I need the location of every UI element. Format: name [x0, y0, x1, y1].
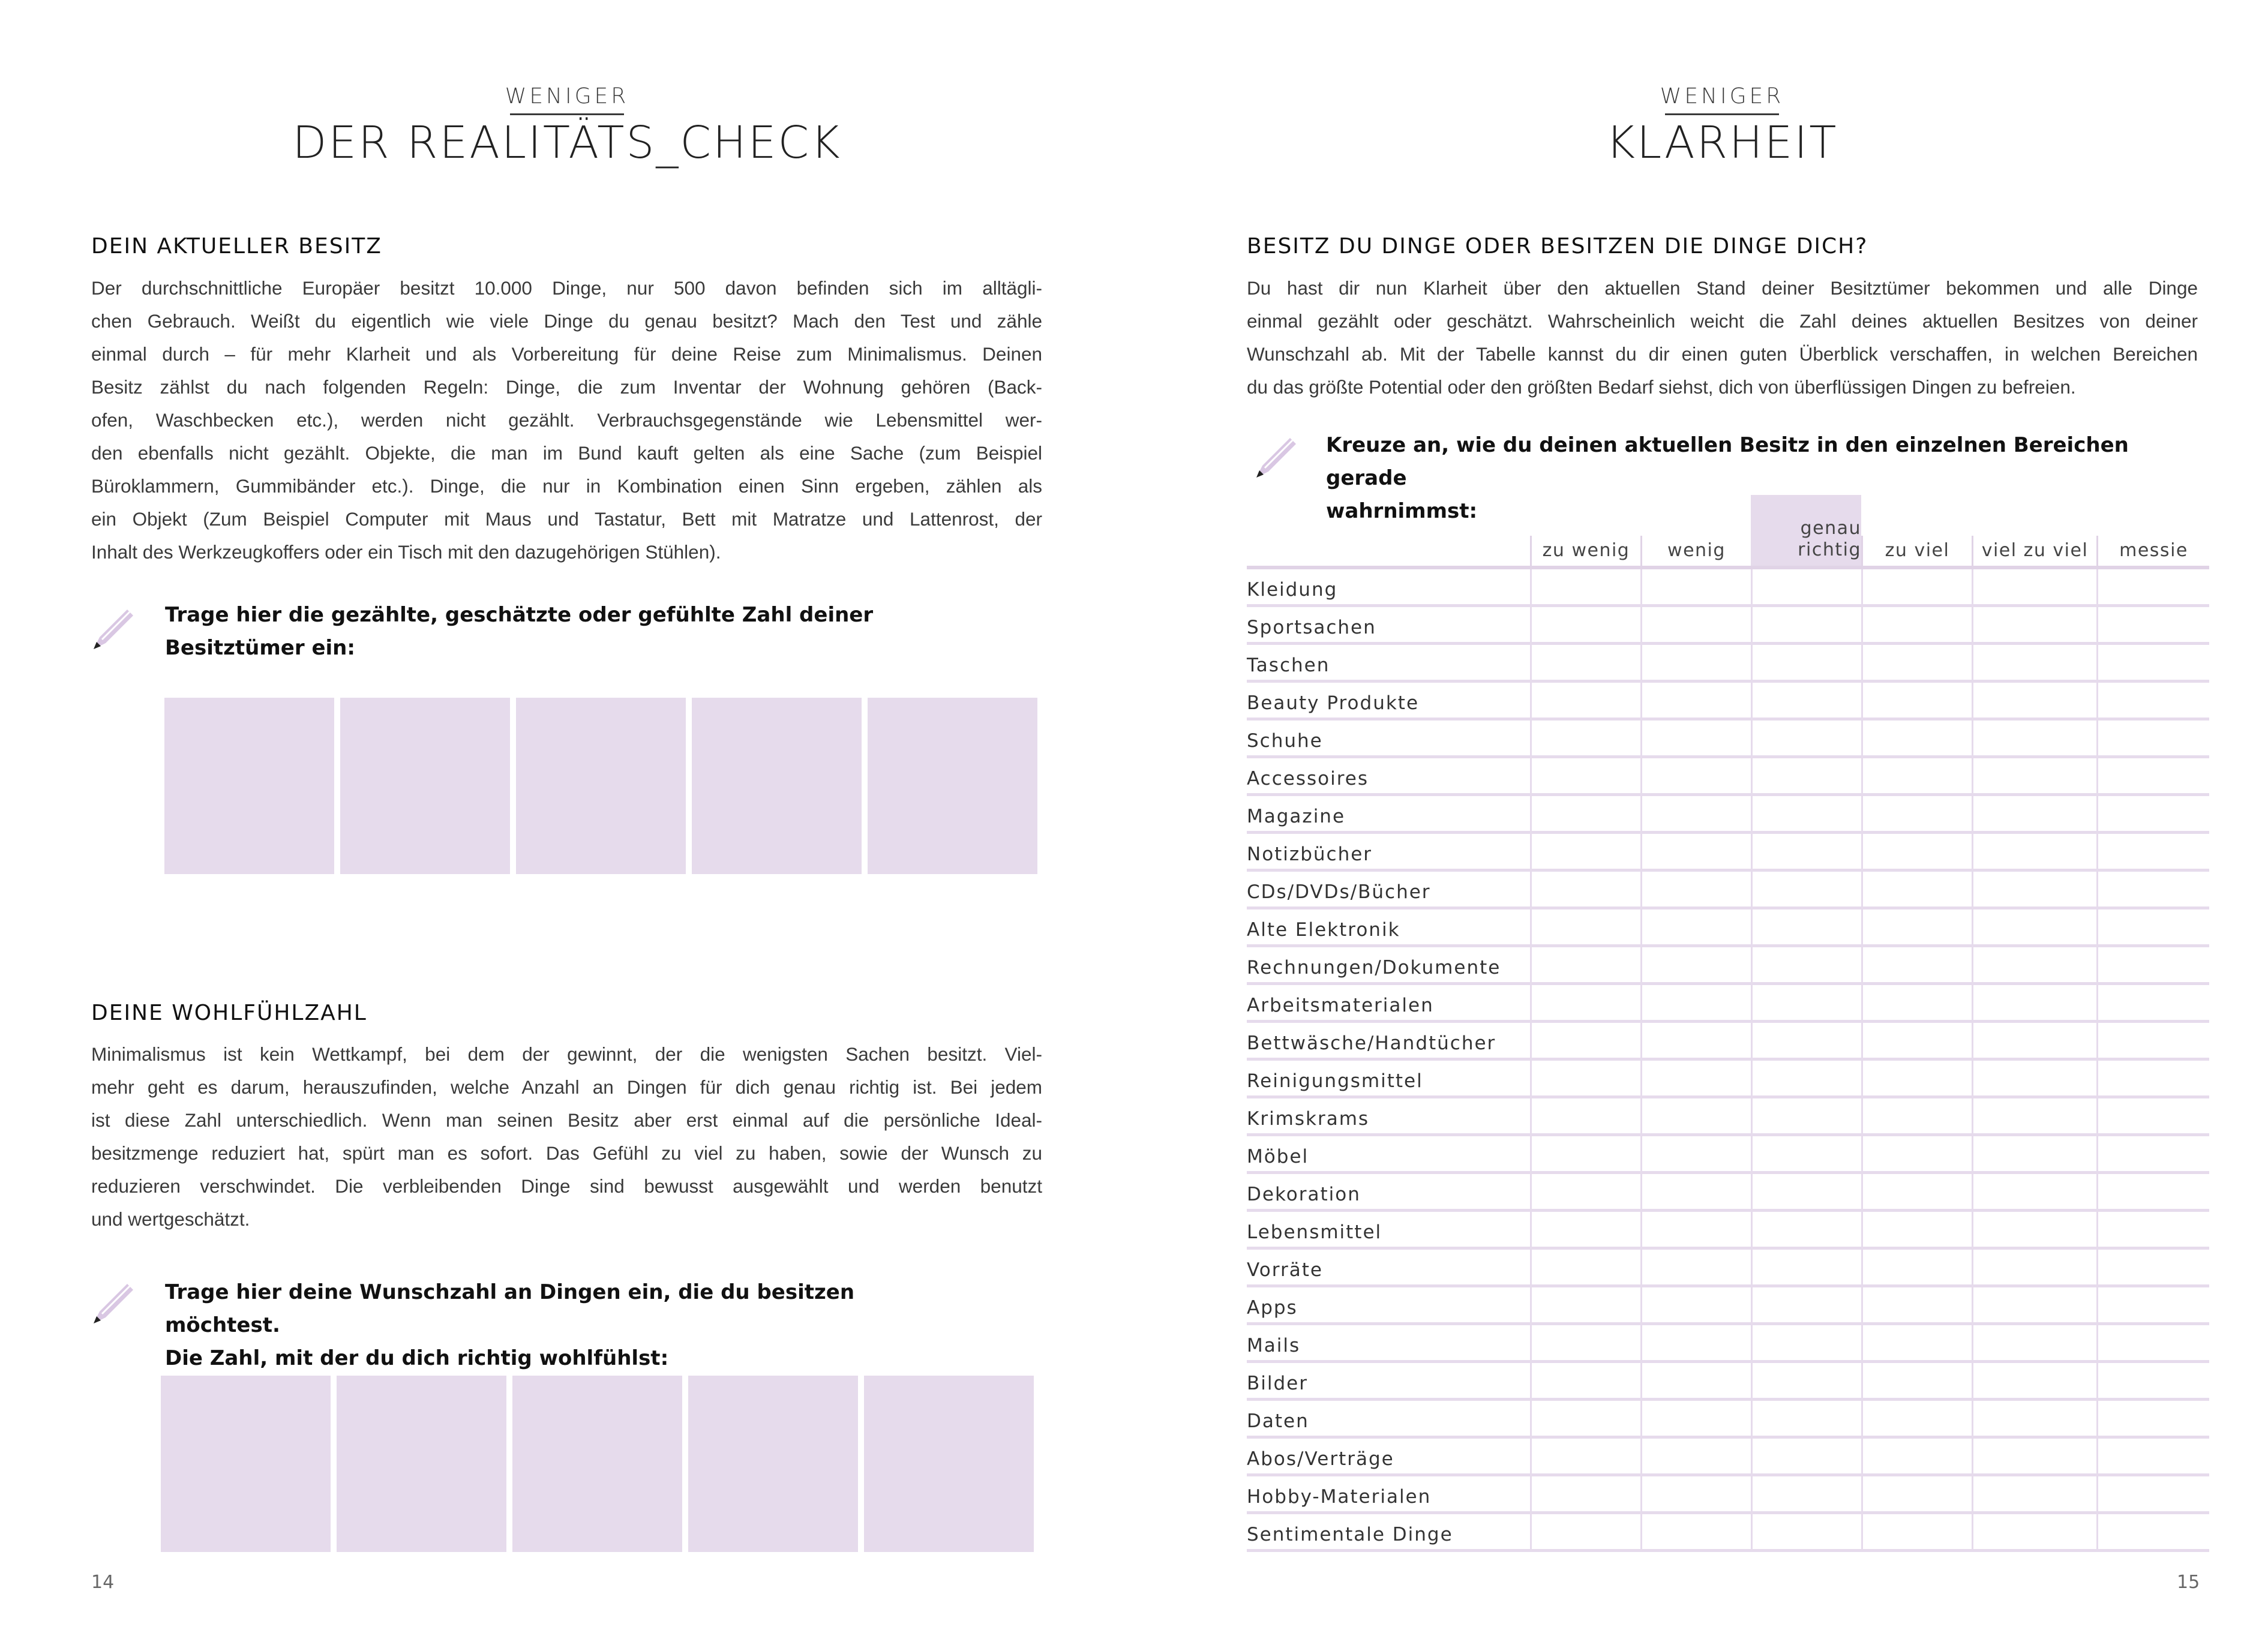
number-box-row-current: [164, 698, 1037, 874]
checkbox-cell[interactable]: [1530, 1061, 1642, 1098]
checkbox-cell[interactable]: [1530, 872, 1642, 909]
checkbox-cell[interactable]: [1640, 1325, 1753, 1363]
paragraph-wohlfuehlzahl: [91, 1038, 1042, 1236]
checkbox-cell[interactable]: [1640, 607, 1753, 645]
row-label: Rechnungen/Dokumente: [1247, 957, 1501, 978]
checkbox-cell[interactable]: [1640, 1250, 1753, 1287]
checkbox-cell[interactable]: [1751, 1174, 1863, 1212]
checkbox-cell[interactable]: [1972, 834, 2098, 872]
checkbox-cell[interactable]: [1861, 947, 1973, 985]
row-label: Mails: [1247, 1335, 1301, 1356]
checkbox-cell[interactable]: [1751, 1401, 1863, 1439]
checkbox-cell[interactable]: [2096, 872, 2211, 909]
checkbox-cell[interactable]: [1530, 721, 1642, 758]
paragraph-line: besitzmenge reduziert hat, spürt man es sofort. Das Gefühl zu viel zu haben, sowie der Wunsch zu: [91, 1142, 1042, 1164]
checkbox-cell[interactable]: [1751, 834, 1863, 872]
checkbox-cell[interactable]: [1751, 985, 1863, 1023]
checkbox-cell[interactable]: [1640, 1212, 1753, 1250]
checkbox-cell[interactable]: [1530, 1325, 1642, 1363]
checkbox-cell[interactable]: [1972, 985, 2098, 1023]
checkbox-cell[interactable]: [1861, 1476, 1973, 1514]
checkbox-cell[interactable]: [1751, 758, 1863, 796]
checkbox-cell[interactable]: [1972, 1363, 2098, 1401]
table-row: [1247, 1439, 2209, 1476]
checkbox-cell[interactable]: [1530, 683, 1642, 721]
checkbox-cell[interactable]: [1530, 758, 1642, 796]
checkbox-cell[interactable]: [1861, 721, 1973, 758]
checkbox-cell[interactable]: [1861, 1061, 1973, 1098]
checkbox-cell[interactable]: [2096, 796, 2211, 834]
paragraph-line: Besitz zählst du nach folgenden Regeln: Dinge, die zum Inventar der Wohnung gehören (Back-: [91, 376, 1042, 398]
checkbox-cell[interactable]: [1530, 985, 1642, 1023]
number-box[interactable]: [692, 698, 862, 874]
checkbox-cell[interactable]: [1972, 569, 2098, 607]
checkbox-cell[interactable]: [1751, 645, 1863, 683]
checkbox-cell[interactable]: [1530, 909, 1642, 947]
row-label: Schuhe: [1247, 730, 1323, 752]
paragraph-line: Der durchschnittliche Europäer besitzt 10.000 Dinge, nur 500 davon befinden sich im alltägli-: [91, 277, 1042, 299]
table-row: [1247, 758, 2209, 796]
checkbox-cell[interactable]: [1972, 683, 2098, 721]
table-row: [1247, 1287, 2209, 1325]
instruction-wunschzahl: Trage hier deine Wunschzahl an Dingen ein, die du besitzen möchtest. Die Zahl, mit der du dich richtig wohlfühlst:: [165, 1280, 855, 1370]
checkbox-cell[interactable]: [1751, 1098, 1863, 1136]
checkbox-cell[interactable]: [1530, 1023, 1642, 1061]
table-row: [1247, 796, 2209, 834]
checkbox-cell[interactable]: [1530, 1136, 1642, 1174]
checkbox-cell[interactable]: [1640, 947, 1753, 985]
checkbox-cell[interactable]: [1751, 1287, 1863, 1325]
section-heading-wohlfuehlzahl: DEINE WOHLFÜHLZAHL: [91, 1001, 367, 1025]
checkbox-cell[interactable]: [1640, 1061, 1753, 1098]
checkbox-cell[interactable]: [2096, 1287, 2211, 1325]
checkbox-cell[interactable]: [1751, 1514, 1863, 1552]
row-label: Vorräte: [1247, 1259, 1323, 1281]
row-label: Hobby-Materialen: [1247, 1486, 1432, 1508]
section-heading-aktueller-besitz: DEIN AKTUELLER BESITZ: [91, 234, 382, 259]
left-page-title: DER REALITÄTS_CHECK: [292, 117, 842, 169]
checkbox-cell[interactable]: [1530, 1174, 1642, 1212]
checkbox-cell[interactable]: [1972, 909, 2098, 947]
table-header: [1247, 495, 2209, 566]
paragraph-line: und wertgeschätzt.: [91, 1208, 250, 1230]
checkbox-cell[interactable]: [1751, 796, 1863, 834]
paragraph-line: Du hast dir nun Klarheit über den aktuellen Stand deiner Besitztümer bekommen und alle Dinge: [1247, 277, 2198, 299]
checkbox-cell[interactable]: [1530, 1476, 1642, 1514]
checkbox-cell[interactable]: [1751, 1363, 1863, 1401]
checkbox-cell[interactable]: [1972, 758, 2098, 796]
table-row: [1247, 1212, 2209, 1250]
checkbox-cell[interactable]: [1861, 645, 1973, 683]
checkbox-cell[interactable]: [1861, 758, 1973, 796]
checkbox-cell[interactable]: [1972, 796, 2098, 834]
checkbox-cell[interactable]: [1861, 1439, 1973, 1476]
checkbox-cell[interactable]: [1530, 607, 1642, 645]
checkbox-cell[interactable]: [2096, 1212, 2211, 1250]
table-row: [1247, 721, 2209, 758]
paragraph-line: den ebenfalls nicht gezählt. Objekte, die man im Bund kauft gelten als eine Sache (zum Beispiel: [91, 442, 1042, 464]
checkbox-cell[interactable]: [1751, 947, 1863, 985]
checkbox-cell[interactable]: [2096, 1439, 2211, 1476]
checkbox-cell[interactable]: [1972, 1287, 2098, 1325]
checkbox-cell[interactable]: [1530, 1287, 1642, 1325]
checkbox-cell[interactable]: [2096, 569, 2211, 607]
checkbox-cell[interactable]: [1972, 1023, 2098, 1061]
checkbox-cell[interactable]: [1640, 1136, 1753, 1174]
table-row: [1247, 872, 2209, 909]
table-row: [1247, 683, 2209, 721]
row-label: Sentimentale Dinge: [1247, 1524, 1453, 1545]
checkbox-cell[interactable]: [1640, 1439, 1753, 1476]
checkbox-cell[interactable]: [2096, 1363, 2211, 1401]
number-box[interactable]: [340, 698, 510, 874]
checkbox-cell[interactable]: [1972, 1061, 2098, 1098]
checkbox-cell[interactable]: [1530, 569, 1642, 607]
number-box[interactable]: [512, 1376, 682, 1552]
checkbox-cell[interactable]: [1640, 1023, 1753, 1061]
checkbox-cell[interactable]: [1861, 872, 1973, 909]
checkbox-cell[interactable]: [1530, 834, 1642, 872]
paragraph-line: Wunschzahl ab. Mit der Tabelle kannst du dir einen guten Überblick verschaffen, in welchen Bereichen: [1247, 343, 2198, 365]
right-kicker: WENIGER: [1632, 84, 1812, 115]
checkbox-cell[interactable]: [1530, 645, 1642, 683]
table-row: [1247, 834, 2209, 872]
checkbox-cell[interactable]: [1861, 683, 1973, 721]
table-row: [1247, 607, 2209, 645]
paragraph-line: ofen, Waschbecken etc.), werden nicht gezählt. Verbrauchsgegenstände wie Lebensmittel wer-: [91, 409, 1042, 431]
checkbox-cell[interactable]: [1640, 1287, 1753, 1325]
checkbox-cell[interactable]: [1640, 1098, 1753, 1136]
checkbox-cell[interactable]: [1640, 985, 1753, 1023]
checkbox-cell[interactable]: [1751, 1325, 1863, 1363]
table-row: [1247, 909, 2209, 947]
paragraph-line: einmal gezählt oder geschätzt. Wahrscheinlich weicht die Zahl deines aktuellen Besitzes von deiner: [1247, 310, 2198, 332]
table-row: [1247, 985, 2209, 1023]
checkbox-cell[interactable]: [1751, 872, 1863, 909]
paragraph-line: Inhalt des Werkzeugkoffers oder ein Tisch mit den dazugehörigen Stühlen).: [91, 541, 721, 563]
checkbox-cell[interactable]: [1530, 796, 1642, 834]
checkbox-cell[interactable]: [1861, 796, 1973, 834]
checkbox-cell[interactable]: [2096, 1476, 2211, 1514]
row-label: Magazine: [1247, 806, 1346, 827]
column-header: messie: [2096, 536, 2209, 566]
table-row: [1247, 1098, 2209, 1136]
column-header: zu wenig: [1530, 536, 1640, 566]
checkbox-cell[interactable]: [1861, 1098, 1973, 1136]
checkbox-cell[interactable]: [1640, 1174, 1753, 1212]
checkbox-cell[interactable]: [1751, 1023, 1863, 1061]
row-label: Bettwäsche/Handtücher: [1247, 1032, 1496, 1054]
checkbox-cell[interactable]: [1640, 834, 1753, 872]
checkbox-cell[interactable]: [1530, 1098, 1642, 1136]
table-row: [1247, 1363, 2209, 1401]
number-box[interactable]: [161, 1376, 331, 1552]
pencil-icon: [89, 1279, 137, 1327]
checkbox-cell[interactable]: [2096, 758, 2211, 796]
checkbox-cell[interactable]: [1861, 834, 1973, 872]
checkbox-cell[interactable]: [1751, 1476, 1863, 1514]
checkbox-cell[interactable]: [1751, 1439, 1863, 1476]
checkbox-cell[interactable]: [1861, 1250, 1973, 1287]
checkbox-cell[interactable]: [1640, 872, 1753, 909]
page-number: 14: [91, 1572, 115, 1593]
row-label: Accessoires: [1247, 768, 1369, 790]
checkbox-cell[interactable]: [1640, 1401, 1753, 1439]
checkbox-cell[interactable]: [1751, 683, 1863, 721]
checkbox-cell[interactable]: [1530, 1212, 1642, 1250]
checkbox-cell[interactable]: [1751, 1250, 1863, 1287]
row-label: Sportsachen: [1247, 617, 1376, 638]
number-box-row-wish: [161, 1376, 1034, 1552]
checkbox-cell[interactable]: [1972, 645, 2098, 683]
checkbox-cell[interactable]: [1972, 1325, 2098, 1363]
checkbox-cell[interactable]: [2096, 947, 2211, 985]
paragraph-line: Büroklammern, Gummibänder etc.). Dinge, die nur in Kombination einen Sinn ergeben, zählen als: [91, 475, 1042, 497]
row-label: Alte Elektronik: [1247, 919, 1400, 941]
checkbox-cell[interactable]: [1972, 1476, 2098, 1514]
row-label: Bilder: [1247, 1373, 1308, 1394]
checkbox-cell[interactable]: [1861, 1174, 1973, 1212]
checkbox-cell[interactable]: [1861, 1287, 1973, 1325]
checkbox-cell[interactable]: [2096, 1061, 2211, 1098]
checkbox-cell[interactable]: [1861, 569, 1973, 607]
row-label: Kleidung: [1247, 579, 1338, 601]
row-label: Taschen: [1247, 655, 1330, 676]
checkbox-cell[interactable]: [1972, 1250, 2098, 1287]
checkbox-cell[interactable]: [2096, 607, 2211, 645]
checkbox-cell[interactable]: [1530, 1401, 1642, 1439]
checkbox-cell[interactable]: [2096, 909, 2211, 947]
checkbox-cell[interactable]: [1751, 909, 1863, 947]
checkbox-cell[interactable]: [1861, 1514, 1973, 1552]
checkbox-cell[interactable]: [1861, 1401, 1973, 1439]
checkbox-cell[interactable]: [1972, 721, 2098, 758]
row-label: Lebensmittel: [1247, 1221, 1382, 1243]
checkbox-cell[interactable]: [1640, 796, 1753, 834]
checkbox-cell[interactable]: [1640, 1514, 1753, 1552]
table-row: [1247, 947, 2209, 985]
checkbox-cell[interactable]: [2096, 1098, 2211, 1136]
number-box[interactable]: [688, 1376, 858, 1552]
checkbox-cell[interactable]: [1861, 1363, 1973, 1401]
checkbox-cell[interactable]: [1861, 1325, 1973, 1363]
checkbox-cell[interactable]: [2096, 985, 2211, 1023]
paragraph-line: mehr geht es darum, herauszufinden, welche Anzahl an Dingen für dich genau richtig ist. Bei jedem: [91, 1076, 1042, 1098]
checkbox-cell[interactable]: [1640, 645, 1753, 683]
checkbox-cell[interactable]: [1972, 1439, 2098, 1476]
pencil-icon: [89, 605, 137, 653]
checkbox-cell[interactable]: [1972, 607, 2098, 645]
assessment-table: [1247, 495, 2209, 1552]
row-label: Apps: [1247, 1297, 1298, 1319]
checkbox-cell[interactable]: [1530, 1250, 1642, 1287]
column-header-highlight: genau richtig: [1751, 495, 1861, 566]
checkbox-cell[interactable]: [1751, 1061, 1863, 1098]
column-header: zu viel: [1861, 536, 1972, 566]
paragraph-line: ein Objekt (Zum Beispiel Computer mit Maus und Tastatur, Bett mit Matratze und Lattenrost, der: [91, 508, 1042, 530]
checkbox-cell[interactable]: [1861, 1136, 1973, 1174]
checkbox-cell[interactable]: [1530, 1514, 1642, 1552]
checkbox-cell[interactable]: [2096, 1401, 2211, 1439]
checkbox-cell[interactable]: [1972, 1514, 2098, 1552]
row-label: Krimskrams: [1247, 1108, 1370, 1130]
checkbox-cell[interactable]: [1861, 1212, 1973, 1250]
row-label: Abos/Verträge: [1247, 1448, 1394, 1470]
row-label: Arbeitsmaterialen: [1247, 995, 1434, 1016]
number-box[interactable]: [164, 698, 334, 874]
column-header: viel zu viel: [1972, 536, 2096, 566]
checkbox-cell[interactable]: [1751, 721, 1863, 758]
checkbox-cell[interactable]: [2096, 1325, 2211, 1363]
table-row: [1247, 1476, 2209, 1514]
checkbox-cell[interactable]: [1861, 607, 1973, 645]
checkbox-cell[interactable]: [2096, 1514, 2211, 1552]
checkbox-cell[interactable]: [2096, 1023, 2211, 1061]
number-box[interactable]: [864, 1376, 1034, 1552]
row-label: Beauty Produkte: [1247, 692, 1420, 714]
table-row: [1247, 645, 2209, 683]
paragraph-line: ist diese Zahl unterschiedlich. Wenn man seinen Besitz aber erst einmal auf die persönliche Ideal-: [91, 1109, 1042, 1131]
left-kicker: WENIGER: [477, 84, 657, 115]
checkbox-cell[interactable]: [2096, 683, 2211, 721]
checkbox-cell[interactable]: [1972, 1098, 2098, 1136]
checkbox-cell[interactable]: [1972, 872, 2098, 909]
checkbox-cell[interactable]: [2096, 721, 2211, 758]
right-page-title: KLARHEIT: [1606, 117, 1838, 169]
pencil-icon: [1252, 433, 1300, 481]
checkbox-cell[interactable]: [1972, 1174, 2098, 1212]
checkbox-cell[interactable]: [1972, 1136, 2098, 1174]
checkbox-cell[interactable]: [1751, 569, 1863, 607]
checkbox-cell[interactable]: [1640, 569, 1753, 607]
checkbox-cell[interactable]: [1751, 1212, 1863, 1250]
checkbox-cell[interactable]: [1972, 1401, 2098, 1439]
paragraph-line: chen Gebrauch. Weißt du eigentlich wie viele Dinge du genau besitzt? Mach den Test und zähle: [91, 310, 1042, 332]
checkbox-cell[interactable]: [1751, 607, 1863, 645]
table-row: [1247, 1023, 2209, 1061]
table-row: [1247, 569, 2209, 607]
table-row: [1247, 1401, 2209, 1439]
checkbox-cell[interactable]: [2096, 1250, 2211, 1287]
checkbox-cell[interactable]: [1972, 947, 2098, 985]
paragraph-line: du das größte Potential oder den größten Bedarf siehst, dich von überflüssigen Dingen zu befreien.: [1247, 376, 2076, 398]
paragraph-line: einmal durch – für mehr Klarheit und als Vorbereitung für deine Reise zum Minimalismus. Deinen: [91, 343, 1042, 365]
checkbox-cell[interactable]: [1640, 1476, 1753, 1514]
checkbox-cell[interactable]: [1640, 758, 1753, 796]
paragraph-aktueller-besitz: [91, 272, 1042, 569]
row-label: Reinigungsmittel: [1247, 1070, 1423, 1092]
paragraph-klarheit: [1247, 272, 2198, 404]
checkbox-cell[interactable]: [1640, 909, 1753, 947]
checkbox-cell[interactable]: [1861, 985, 1973, 1023]
checkbox-cell[interactable]: [1640, 721, 1753, 758]
column-header: wenig: [1640, 536, 1751, 566]
number-box[interactable]: [337, 1376, 506, 1552]
table-row: [1247, 1514, 2209, 1552]
checkbox-cell[interactable]: [1751, 1136, 1863, 1174]
checkbox-cell[interactable]: [1640, 683, 1753, 721]
checkbox-cell[interactable]: [1861, 1023, 1973, 1061]
checkbox-cell[interactable]: [1861, 909, 1973, 947]
checkbox-cell[interactable]: [1530, 1363, 1642, 1401]
table-body: [1247, 569, 2209, 1552]
checkbox-cell[interactable]: [1530, 947, 1642, 985]
instruction-zahl-besitz: Trage hier die gezählte, geschätzte oder gefühlte Zahl deiner Besitztümer ein:: [165, 603, 874, 660]
row-label: CDs/DVDs/Bücher: [1247, 881, 1431, 903]
table-row: [1247, 1250, 2209, 1287]
table-row: [1247, 1325, 2209, 1363]
row-label: Dekoration: [1247, 1184, 1361, 1205]
table-row: [1247, 1174, 2209, 1212]
table-row: [1247, 1061, 2209, 1098]
number-box[interactable]: [868, 698, 1037, 874]
table-row: [1247, 1136, 2209, 1174]
checkbox-cell[interactable]: [2096, 1136, 2211, 1174]
page-number: 15: [2177, 1572, 2200, 1593]
checkbox-cell[interactable]: [2096, 834, 2211, 872]
checkbox-cell[interactable]: [1972, 1212, 2098, 1250]
row-label: Möbel: [1247, 1146, 1309, 1167]
checkbox-cell[interactable]: [2096, 645, 2211, 683]
section-heading-besitz: BESITZ DU DINGE ODER BESITZEN DIE DINGE DICH?: [1247, 234, 1868, 259]
checkbox-cell[interactable]: [1640, 1363, 1753, 1401]
paragraph-line: reduzieren verschwindet. Die verbleibenden Dinge sind bewusst ausgewählt und werden benutzt: [91, 1175, 1042, 1197]
checkbox-cell[interactable]: [1530, 1439, 1642, 1476]
number-box[interactable]: [516, 698, 686, 874]
row-label: Daten: [1247, 1410, 1309, 1432]
row-label: Notizbücher: [1247, 843, 1373, 865]
checkbox-cell[interactable]: [2096, 1174, 2211, 1212]
paragraph-line: Minimalismus ist kein Wettkampf, bei dem der gewinnt, der die wenigsten Sachen besitzt. Viel-: [91, 1043, 1042, 1065]
instruction-kreuze-an: Kreuze an, wie du deinen aktuellen Besitz in den einzelnen Bereichen gerade wahrnimmst:: [1326, 433, 2129, 523]
